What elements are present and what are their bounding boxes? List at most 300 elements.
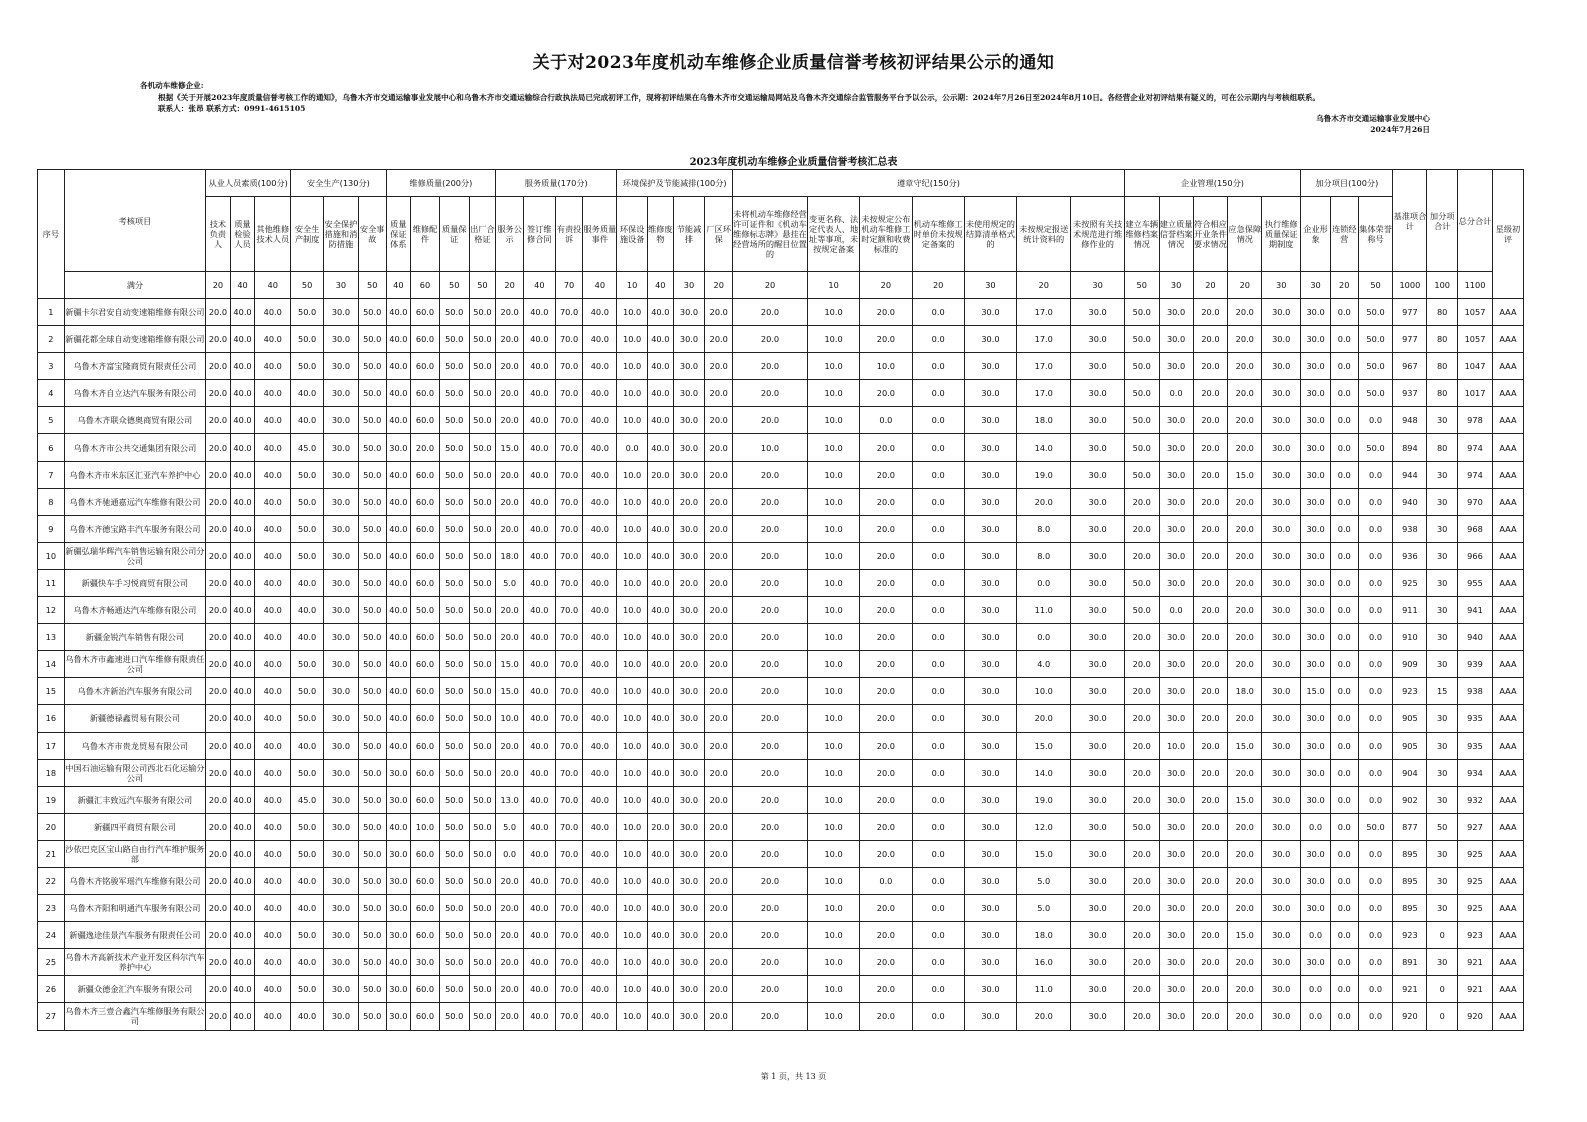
- score-cell: 50.0: [358, 597, 386, 624]
- score-cell: 10.0: [617, 895, 648, 922]
- score-cell: 30.0: [324, 922, 359, 949]
- score-cell: 30.0: [964, 922, 1016, 949]
- score-cell: 50.0: [439, 569, 469, 596]
- score-cell: 0.0: [1330, 705, 1358, 732]
- score-cell: 40.0: [386, 488, 411, 515]
- row-number: 10: [38, 542, 65, 569]
- score-cell: 15.0: [496, 651, 524, 678]
- score-cell: 40.0: [255, 678, 291, 705]
- score-cell: 0.0: [1330, 895, 1358, 922]
- score-cell: 10.0: [617, 651, 648, 678]
- score-cell: 40.0: [230, 759, 255, 786]
- score-cell: 30.0: [1262, 488, 1301, 515]
- score-cell: 30.0: [1301, 326, 1331, 353]
- score-cell: 30.0: [1301, 407, 1331, 434]
- score-cell: 40.0: [255, 705, 291, 732]
- score-cell: 938: [1393, 515, 1427, 542]
- score-cell: 30.0: [964, 813, 1016, 840]
- score-cell: 60.0: [411, 976, 440, 1003]
- score-cell: 30.0: [1159, 542, 1193, 569]
- score-cell: 13.0: [496, 786, 524, 813]
- company-name: 乌鲁木齐畅通达汽车维修有限公司: [64, 597, 205, 624]
- score-cell: 30.0: [1301, 651, 1331, 678]
- score-cell: 40.0: [583, 488, 617, 515]
- score-cell: 20.0: [496, 759, 524, 786]
- score-cell: 50.0: [291, 840, 324, 867]
- table-row: [38, 299, 1524, 326]
- score-cell: 30.0: [1262, 705, 1301, 732]
- score-cell: 30.0: [1071, 813, 1124, 840]
- score-cell: 40.0: [648, 407, 674, 434]
- score-cell: 20.0: [206, 353, 231, 380]
- score-cell: 20.0: [860, 976, 912, 1003]
- score-cell: 0.0: [1358, 597, 1393, 624]
- table-row: [38, 922, 1524, 949]
- score-cell: 0.0: [912, 867, 964, 894]
- score-cell: 939: [1458, 651, 1493, 678]
- score-cell: 30.0: [673, 434, 705, 461]
- score-cell: 30.0: [1159, 759, 1193, 786]
- score-cell: 30.0: [1262, 786, 1301, 813]
- score-cell: 20.0: [411, 434, 440, 461]
- score-cell: 0.0: [1330, 488, 1358, 515]
- score-cell: 40.0: [583, 353, 617, 380]
- score-cell: 10.0: [807, 353, 859, 380]
- score-cell: 978: [1458, 407, 1493, 434]
- score-cell: 20.0: [733, 949, 808, 976]
- group-header: 加分项目(100分): [1301, 170, 1393, 197]
- score-cell: 967: [1393, 353, 1427, 380]
- sub-header: 机动车维修工时单价未按规定备案的: [912, 197, 964, 272]
- max-score-cell: 30: [1262, 272, 1301, 299]
- score-cell: 20.0: [1193, 1003, 1228, 1030]
- score-cell: 50.0: [1124, 407, 1159, 434]
- score-cell: 40.0: [230, 461, 255, 488]
- score-cell: 50.0: [439, 461, 469, 488]
- score-cell: 40.0: [523, 705, 555, 732]
- score-cell: 50.0: [1124, 299, 1159, 326]
- score-cell: 905: [1393, 705, 1427, 732]
- score-cell: 30.0: [411, 949, 440, 976]
- score-cell: 30.0: [1262, 867, 1301, 894]
- score-cell: 50.0: [469, 353, 496, 380]
- score-cell: 17.0: [1017, 326, 1071, 353]
- score-cell: 30.0: [1159, 813, 1193, 840]
- score-cell: 30.0: [1301, 353, 1331, 380]
- score-cell: 40.0: [386, 624, 411, 651]
- score-cell: 5.0: [1017, 895, 1071, 922]
- score-cell: 10.0: [733, 434, 808, 461]
- score-cell: 30.0: [1159, 515, 1193, 542]
- score-cell: 50.0: [291, 759, 324, 786]
- score-cell: 20.0: [733, 597, 808, 624]
- score-cell: 50.0: [1124, 434, 1159, 461]
- score-cell: 50.0: [439, 1003, 469, 1030]
- score-cell: 70.0: [555, 732, 583, 759]
- score-cell: 20.0: [1193, 380, 1228, 407]
- score-cell: 50.0: [358, 678, 386, 705]
- notice-body: [140, 80, 1320, 115]
- score-cell: 0.0: [912, 624, 964, 651]
- table-row: [38, 949, 1524, 976]
- score-cell: 15.0: [1228, 732, 1262, 759]
- score-cell: 10.0: [807, 407, 859, 434]
- score-cell: 895: [1393, 895, 1427, 922]
- score-cell: 40.0: [230, 1003, 255, 1030]
- company-name: 沙依巴克区宝山路自由行汽车维护服务部: [64, 840, 205, 867]
- sub-header: 节能减排: [673, 197, 705, 272]
- score-cell: 20.0: [206, 949, 231, 976]
- row-number: 22: [38, 867, 65, 894]
- company-name: 新疆卡尔君安自动变速箱维修有限公司: [64, 299, 205, 326]
- score-cell: 40.0: [291, 380, 324, 407]
- score-cell: 30.0: [1071, 949, 1124, 976]
- score-cell: 20.0: [733, 353, 808, 380]
- rating-cell: AAA: [1492, 651, 1523, 678]
- score-cell: 60.0: [411, 380, 440, 407]
- score-cell: 30.0: [964, 895, 1016, 922]
- score-cell: 30: [1427, 705, 1458, 732]
- score-cell: 40.0: [583, 434, 617, 461]
- row-number: 17: [38, 732, 65, 759]
- score-cell: 20.0: [1124, 976, 1159, 1003]
- score-cell: 40.0: [386, 326, 411, 353]
- score-cell: 20.0: [733, 678, 808, 705]
- score-cell: 20.0: [1193, 488, 1228, 515]
- score-cell: 30.0: [1159, 705, 1193, 732]
- score-cell: 0.0: [1358, 949, 1393, 976]
- score-cell: 50.0: [358, 407, 386, 434]
- score-cell: 40.0: [230, 597, 255, 624]
- score-cell: 0.0: [912, 840, 964, 867]
- score-cell: 40.0: [230, 949, 255, 976]
- score-cell: 10.0: [807, 976, 859, 1003]
- score-cell: 40.0: [583, 569, 617, 596]
- sub-header: 未使用规定的结算清单格式的: [964, 197, 1016, 272]
- score-cell: 50.0: [469, 542, 496, 569]
- sub-header: 变更名称、法定代表人、地址等事项，未按规定备案: [807, 197, 859, 272]
- score-cell: 0.0: [1358, 515, 1393, 542]
- score-cell: 50.0: [469, 867, 496, 894]
- score-cell: 40.0: [230, 569, 255, 596]
- table-row: [38, 678, 1524, 705]
- score-cell: 50.0: [291, 353, 324, 380]
- score-cell: 0.0: [1301, 922, 1331, 949]
- score-cell: 20.0: [496, 895, 524, 922]
- score-cell: 10.0: [807, 949, 859, 976]
- score-cell: 0.0: [912, 705, 964, 732]
- score-cell: 70.0: [555, 380, 583, 407]
- score-cell: 80: [1427, 326, 1458, 353]
- row-number: 25: [38, 949, 65, 976]
- score-cell: 0.0: [496, 840, 524, 867]
- score-cell: 20.0: [1124, 542, 1159, 569]
- company-name: 新疆众德金汇汽车服务有限公司: [64, 976, 205, 1003]
- score-cell: 50.0: [439, 651, 469, 678]
- score-cell: 20.0: [1228, 1003, 1262, 1030]
- group-header: 从业人员素质(100分): [206, 170, 291, 197]
- score-cell: 60.0: [411, 407, 440, 434]
- score-cell: 0.0: [912, 922, 964, 949]
- score-cell: 30.0: [673, 840, 705, 867]
- max-score-cell: 30: [964, 272, 1016, 299]
- rating-cell: AAA: [1492, 895, 1523, 922]
- table-row: [38, 488, 1524, 515]
- score-cell: 20.0: [206, 542, 231, 569]
- score-cell: 50.0: [439, 949, 469, 976]
- score-cell: 5.0: [496, 813, 524, 840]
- score-cell: 50.0: [469, 651, 496, 678]
- score-cell: 50.0: [358, 1003, 386, 1030]
- score-cell: 40.0: [583, 678, 617, 705]
- score-cell: 50.0: [358, 705, 386, 732]
- score-cell: 30: [1427, 597, 1458, 624]
- score-cell: 40.0: [523, 867, 555, 894]
- score-cell: 20.0: [1193, 569, 1228, 596]
- score-cell: 50.0: [358, 542, 386, 569]
- score-cell: 30.0: [1262, 542, 1301, 569]
- score-cell: 20.0: [733, 813, 808, 840]
- score-cell: 10.0: [617, 732, 648, 759]
- score-cell: 10.0: [411, 813, 440, 840]
- score-cell: 30: [1427, 488, 1458, 515]
- score-cell: 20.0: [206, 326, 231, 353]
- score-cell: 10.0: [807, 786, 859, 813]
- page-title: 关于对2023年度机动车维修企业质量信誉考核初评结果公示的通知: [532, 53, 1055, 73]
- rating-cell: AAA: [1492, 624, 1523, 651]
- score-cell: 30.0: [1262, 353, 1301, 380]
- score-cell: 20.0: [705, 1003, 733, 1030]
- table-row: [38, 651, 1524, 678]
- score-cell: 30.0: [1159, 651, 1193, 678]
- score-cell: 50.0: [439, 407, 469, 434]
- score-cell: 20.0: [1124, 759, 1159, 786]
- table-row: [38, 569, 1524, 596]
- score-cell: 30.0: [324, 515, 359, 542]
- score-cell: 30.0: [1301, 380, 1331, 407]
- score-cell: 40.0: [583, 299, 617, 326]
- company-name: 新疆快车手习悦商贸有限公司: [64, 569, 205, 596]
- score-cell: 30.0: [1071, 434, 1124, 461]
- score-cell: 50.0: [358, 840, 386, 867]
- table-row: [38, 895, 1524, 922]
- score-cell: 909: [1393, 651, 1427, 678]
- score-cell: 40.0: [255, 922, 291, 949]
- score-cell: 40.0: [291, 624, 324, 651]
- score-cell: 50.0: [358, 488, 386, 515]
- score-cell: 20.0: [1193, 624, 1228, 651]
- company-name: 新疆弘瑞华辉汽车销售运输有限公司分公司: [64, 542, 205, 569]
- score-cell: 0.0: [912, 353, 964, 380]
- score-cell: 50.0: [469, 922, 496, 949]
- score-cell: 30.0: [324, 542, 359, 569]
- company-name: 乌鲁木齐新治汽车服务有限公司: [64, 678, 205, 705]
- score-cell: 40.0: [386, 542, 411, 569]
- sub-header-row: [38, 197, 1524, 272]
- score-cell: 50.0: [1358, 380, 1393, 407]
- score-cell: 50.0: [439, 624, 469, 651]
- max-score-cell: 40: [255, 272, 291, 299]
- score-cell: 20.0: [705, 542, 733, 569]
- score-cell: 935: [1458, 705, 1493, 732]
- score-cell: 895: [1393, 840, 1427, 867]
- rating-cell: AAA: [1492, 732, 1523, 759]
- table-row: [38, 515, 1524, 542]
- score-cell: 30.0: [1071, 569, 1124, 596]
- company-name: 新疆逸途佳景汽车服务有限责任公司: [64, 922, 205, 949]
- max-score-cell: 20: [860, 272, 912, 299]
- score-cell: 891: [1393, 949, 1427, 976]
- score-cell: 0.0: [1358, 786, 1393, 813]
- score-cell: 30.0: [1301, 434, 1331, 461]
- score-cell: 50.0: [358, 515, 386, 542]
- score-cell: 40.0: [648, 651, 674, 678]
- score-cell: 40.0: [523, 651, 555, 678]
- score-cell: 30.0: [324, 434, 359, 461]
- score-cell: 30.0: [1071, 624, 1124, 651]
- score-cell: 40.0: [523, 1003, 555, 1030]
- score-cell: 0.0: [1301, 813, 1331, 840]
- score-cell: 977: [1393, 326, 1427, 353]
- score-cell: 60.0: [411, 651, 440, 678]
- score-cell: 80: [1427, 380, 1458, 407]
- score-cell: 30.0: [324, 895, 359, 922]
- score-cell: 40.0: [255, 624, 291, 651]
- score-cell: 50.0: [358, 353, 386, 380]
- score-cell: 20.0: [705, 380, 733, 407]
- score-cell: 0: [1427, 1003, 1458, 1030]
- score-cell: 20.0: [860, 569, 912, 596]
- score-cell: 0.0: [912, 461, 964, 488]
- table-row: [38, 597, 1524, 624]
- rating-cell: AAA: [1492, 515, 1523, 542]
- sub-header: 未按规定报送统计资料的: [1017, 197, 1071, 272]
- score-cell: 30.0: [1301, 299, 1331, 326]
- score-cell: 20.0: [705, 624, 733, 651]
- score-cell: 0.0: [1358, 922, 1393, 949]
- score-cell: 10.0: [617, 840, 648, 867]
- company-name: 乌鲁木齐富宝隆商贸有限责任公司: [64, 353, 205, 380]
- score-cell: 5.0: [496, 569, 524, 596]
- score-cell: 20.0: [705, 705, 733, 732]
- score-cell: 50.0: [291, 542, 324, 569]
- score-cell: 20.0: [1124, 515, 1159, 542]
- score-cell: 20.0: [733, 624, 808, 651]
- score-cell: 0.0: [1358, 624, 1393, 651]
- score-cell: 20.0: [206, 569, 231, 596]
- company-name: 新疆汇丰致远汽车服务有限公司: [64, 786, 205, 813]
- score-cell: 30.0: [1071, 895, 1124, 922]
- score-cell: 40.0: [648, 380, 674, 407]
- score-cell: 15.0: [1017, 840, 1071, 867]
- score-cell: 30: [1427, 515, 1458, 542]
- row-number: 21: [38, 840, 65, 867]
- score-cell: 20.0: [1193, 786, 1228, 813]
- score-cell: 20.0: [860, 461, 912, 488]
- score-cell: 40.0: [255, 1003, 291, 1030]
- score-cell: 20.0: [206, 895, 231, 922]
- score-cell: 948: [1393, 407, 1427, 434]
- score-cell: 925: [1458, 867, 1493, 894]
- score-cell: 30.0: [673, 542, 705, 569]
- score-cell: 30.0: [1301, 867, 1331, 894]
- score-cell: 0.0: [1330, 515, 1358, 542]
- score-cell: 40.0: [583, 759, 617, 786]
- score-cell: 40.0: [230, 407, 255, 434]
- score-cell: 977: [1393, 299, 1427, 326]
- score-cell: 30: [1427, 732, 1458, 759]
- score-cell: 10.0: [617, 488, 648, 515]
- company-name: 乌鲁木齐三壹合鑫汽车维修服务有限公司: [64, 1003, 205, 1030]
- score-cell: 20.0: [1193, 542, 1228, 569]
- score-cell: 20.0: [673, 651, 705, 678]
- score-cell: 30.0: [673, 299, 705, 326]
- score-cell: 40.0: [386, 705, 411, 732]
- company-name: 乌鲁木齐阳和明通汽车服务有限公司: [64, 895, 205, 922]
- score-cell: 50.0: [358, 895, 386, 922]
- score-cell: 0.0: [1330, 922, 1358, 949]
- score-cell: 80: [1427, 434, 1458, 461]
- score-cell: 30: [1427, 895, 1458, 922]
- score-cell: 30.0: [673, 813, 705, 840]
- score-cell: 50.0: [358, 922, 386, 949]
- rating-cell: AAA: [1492, 922, 1523, 949]
- company-name: 乌鲁木齐市鑫速进口汽车维修有限责任公司: [64, 651, 205, 678]
- score-cell: 20.0: [705, 434, 733, 461]
- score-cell: 10.0: [617, 786, 648, 813]
- score-cell: 920: [1393, 1003, 1427, 1030]
- max-score-cell: 50: [439, 272, 469, 299]
- score-cell: 20.0: [1228, 515, 1262, 542]
- score-cell: 50.0: [469, 813, 496, 840]
- max-score-cell: 20: [206, 272, 231, 299]
- max-score-cell: 50: [1358, 272, 1393, 299]
- score-cell: 70.0: [555, 949, 583, 976]
- seq-header: 序号: [38, 170, 65, 299]
- score-cell: 0.0: [912, 678, 964, 705]
- score-cell: 60.0: [411, 488, 440, 515]
- score-cell: 20.0: [705, 651, 733, 678]
- score-cell: 20.0: [733, 895, 808, 922]
- score-cell: 20.0: [705, 488, 733, 515]
- sub-header: 安全保护措施和消防措施: [324, 197, 359, 272]
- score-cell: 20.0: [705, 326, 733, 353]
- score-cell: 20.0: [1193, 705, 1228, 732]
- score-cell: 30.0: [964, 759, 1016, 786]
- score-cell: 0.0: [1330, 597, 1358, 624]
- score-cell: 30.0: [964, 624, 1016, 651]
- score-cell: 30.0: [673, 461, 705, 488]
- item-header: 考核项目: [64, 170, 205, 272]
- score-cell: 70.0: [555, 1003, 583, 1030]
- score-cell: 30.0: [1301, 705, 1331, 732]
- score-cell: 60.0: [411, 867, 440, 894]
- score-cell: 40.0: [386, 651, 411, 678]
- score-cell: 40.0: [523, 786, 555, 813]
- score-cell: 40.0: [230, 840, 255, 867]
- score-cell: 30.0: [964, 488, 1016, 515]
- score-cell: 0: [1427, 922, 1458, 949]
- score-cell: 30.0: [1159, 786, 1193, 813]
- score-cell: 923: [1458, 922, 1493, 949]
- score-cell: 10.0: [1017, 678, 1071, 705]
- score-cell: 20.0: [860, 434, 912, 461]
- score-cell: 40.0: [230, 515, 255, 542]
- sub-header: 符合相应开业条件要求情况: [1193, 197, 1228, 272]
- score-cell: 0: [1427, 976, 1458, 1003]
- score-cell: 50.0: [439, 597, 469, 624]
- score-cell: 30.0: [386, 867, 411, 894]
